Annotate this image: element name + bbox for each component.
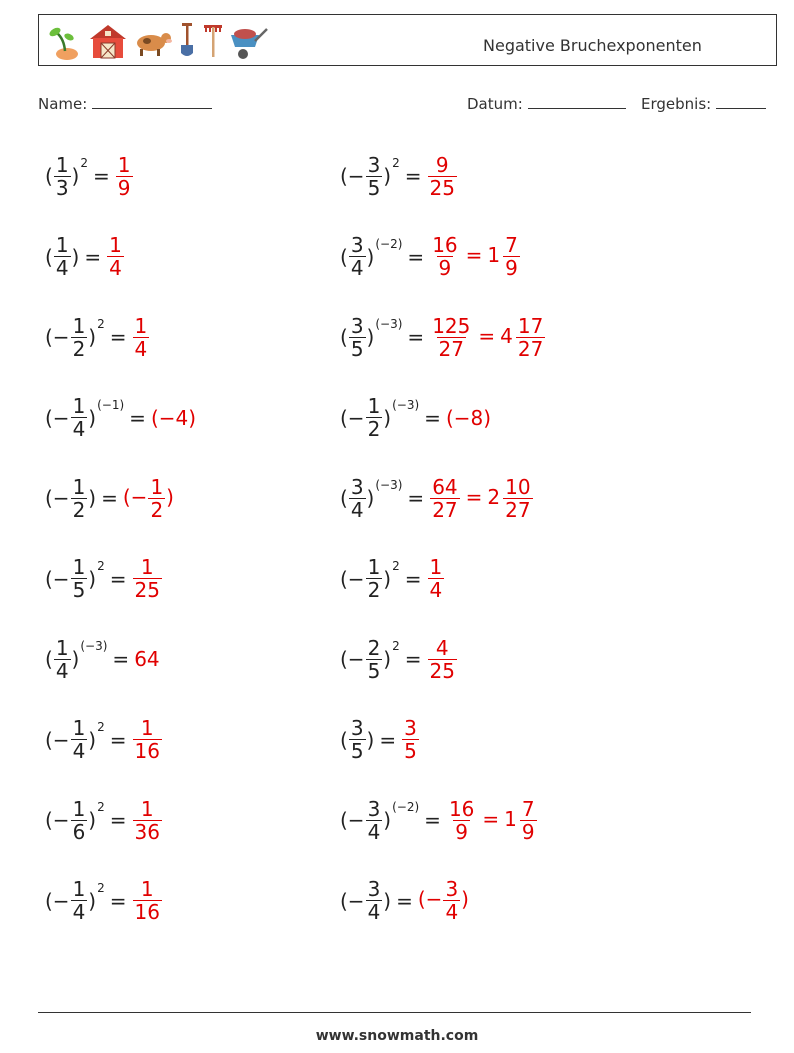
mixed-whole: 4: [500, 323, 513, 348]
footer-divider: [38, 1012, 751, 1013]
fraction-denominator: 25: [134, 578, 160, 602]
fraction: [133, 878, 162, 923]
answer: [132, 878, 163, 923]
problem-item: (− $\frac{1}{4}$ ) (−1) = (−4): [45, 394, 197, 441]
mixed-whole: 2: [487, 484, 501, 509]
fraction: [133, 556, 162, 601]
fraction-numerator: 3: [350, 474, 364, 499]
fraction: [503, 476, 532, 521]
fraction-denominator: 4: [429, 578, 443, 602]
answer: [151, 406, 196, 430]
fraction-denominator: 25: [429, 175, 455, 200]
fraction: [349, 717, 366, 762]
fraction-denominator: 27: [438, 336, 464, 361]
problem-expression: (−: [45, 727, 70, 752]
worksheet-header: [38, 14, 777, 66]
answer: [132, 556, 163, 601]
fraction-denominator: 6: [72, 819, 86, 844]
fraction: [71, 315, 88, 360]
fraction-denominator: 4: [72, 417, 86, 441]
fraction-denominator: 27: [432, 497, 458, 522]
fraction: [366, 154, 383, 199]
wheelbarrow-icon: [227, 21, 271, 61]
exponent: (−3): [375, 317, 403, 331]
problem-expression: (: [340, 244, 348, 269]
fraction-numerator: 1: [55, 233, 69, 257]
fraction-denominator: 4: [134, 336, 148, 361]
fraction-numerator: 2: [367, 635, 381, 660]
fraction-denominator: 2: [72, 497, 86, 522]
answer: (− $\frac{1}{2}$ ): [122, 474, 174, 522]
fraction-denominator: 2: [367, 578, 381, 602]
answer: [446, 406, 491, 430]
exponent: 2: [97, 800, 105, 814]
problem-expression: (−: [45, 486, 70, 510]
fraction-numerator: 1: [140, 555, 154, 579]
fraction-numerator: 1: [134, 313, 148, 338]
fraction-numerator: 1: [72, 394, 86, 418]
fraction-numerator: 1: [72, 716, 86, 740]
fraction-denominator: 4: [445, 900, 459, 924]
fraction-numerator: 1: [150, 474, 164, 499]
problem-expression: (: [340, 486, 348, 510]
fraction-numerator: 1: [72, 555, 86, 579]
problem-expression: (−: [45, 808, 70, 832]
fraction-denominator: 4: [109, 256, 122, 280]
fraction-denominator: 5: [367, 658, 381, 683]
fraction-numerator: 1: [117, 152, 131, 177]
problem-expression: (−: [45, 566, 70, 591]
fraction: [366, 395, 383, 440]
fraction: [133, 798, 162, 843]
result-blank[interactable]: [716, 94, 766, 109]
fraction: [366, 878, 383, 923]
fraction: [54, 637, 71, 682]
problem-item: ( $\frac{3}{4}$ ) (−3) = $\frac{64}{27}$ = 2 $\frac{10}{27}$: [340, 468, 534, 528]
fraction-denominator: 4: [367, 900, 381, 924]
answer-value: (−8): [445, 405, 492, 430]
fraction: [430, 315, 472, 360]
fraction-denominator: 2: [150, 497, 164, 522]
fraction: [116, 154, 133, 199]
fraction-numerator: 16: [432, 233, 458, 257]
answer: $\frac{125}{27}$ = 4 $\frac{17}{27}$: [432, 313, 544, 361]
problem-item: (− $\frac{1}{2}$ ) = (− $\frac{1}{2}$ ): [45, 474, 174, 522]
fraction-numerator: 1: [140, 796, 154, 821]
fraction-denominator: 16: [134, 739, 160, 763]
fraction-numerator: 7: [521, 796, 535, 821]
fraction: [447, 798, 476, 843]
fraction-denominator: 5: [404, 739, 417, 763]
fraction: [503, 234, 520, 279]
problem-item: (− $\frac{1}{4}$ ) 2 = $\frac{1}{16}$: [45, 871, 163, 931]
problem-item: (− $\frac{3}{4}$ ) = (− $\frac{3}{4}$ ): [340, 877, 469, 924]
fraction-denominator: 2: [367, 417, 381, 441]
cow-icon: [131, 21, 173, 61]
answer: (− $\frac{3}{4}$ ): [417, 877, 469, 924]
problem-item: (− $\frac{1}{2}$ ) 2 = $\frac{1}{4}$: [340, 549, 445, 609]
fraction-numerator: 1: [109, 233, 122, 257]
footer-url: www.snowmath.com: [315, 1028, 479, 1044]
problem-item: ( $\frac{1}{4}$ ) = $\frac{1}{4}$: [45, 227, 125, 287]
barn-icon: [87, 21, 129, 61]
exponent: 2: [97, 317, 105, 331]
exponent: (−3): [392, 397, 420, 412]
fraction: [71, 717, 88, 762]
fraction: [133, 315, 150, 360]
problem-expression: (: [340, 325, 348, 349]
problem-item: (− $\frac{3}{5}$ ) 2 = $\frac{9}{25}$: [340, 146, 458, 206]
problem-item: (− $\frac{1}{2}$ ) (−3) = (−8): [340, 394, 492, 441]
fraction: [516, 315, 545, 360]
answer: $\frac{16}{9}$ = 1 $\frac{7}{9}$: [448, 796, 535, 844]
fraction-numerator: 3: [367, 877, 381, 901]
fraction-denominator: 4: [55, 658, 69, 683]
fraction-numerator: 1: [72, 877, 86, 901]
mixed-whole: 1: [487, 243, 501, 267]
problem-item: (− $\frac{1}{4}$ ) 2 = $\frac{1}{16}$: [45, 710, 163, 770]
date-label: Datum:: [467, 95, 523, 113]
shovel-icon: [175, 21, 199, 61]
fraction: [71, 798, 88, 843]
rake-icon: [201, 21, 225, 61]
fraction: [71, 556, 88, 601]
fraction: [430, 476, 459, 521]
fraction: [71, 476, 88, 521]
fraction-numerator: 3: [367, 796, 381, 821]
fraction-numerator: 3: [404, 716, 417, 740]
problem-expression: (−: [45, 325, 70, 349]
exponent: 2: [97, 558, 105, 573]
fraction: [520, 798, 537, 843]
problem-expression: (−: [340, 566, 365, 591]
problem-item: ( $\frac{3}{5}$ ) = $\frac{3}{5}$: [340, 710, 420, 770]
exponent: 2: [392, 558, 400, 573]
fraction-denominator: 4: [350, 256, 364, 280]
fraction-numerator: 64: [432, 474, 458, 499]
problem-expression: (: [340, 727, 348, 752]
problem-expression: (: [45, 647, 53, 671]
fraction-denominator: 4: [350, 497, 364, 522]
fraction-denominator: 4: [367, 819, 381, 844]
fraction-numerator: 9: [435, 152, 449, 177]
fraction: [443, 878, 460, 923]
fraction: [71, 878, 88, 923]
result-field: [641, 94, 766, 113]
problem-expression: (−: [45, 405, 70, 430]
fraction: [366, 798, 383, 843]
fraction-denominator: 9: [455, 819, 469, 844]
answer: [115, 154, 134, 199]
fraction-denominator: 4: [72, 900, 86, 924]
exponent: 2: [97, 880, 105, 895]
fraction-numerator: 3: [350, 313, 364, 338]
fraction-denominator: 27: [505, 497, 531, 522]
fraction-numerator: 3: [350, 716, 364, 740]
header-icons: [45, 21, 271, 61]
fraction-numerator: 3: [367, 152, 381, 177]
fraction: [133, 717, 162, 762]
fraction: [71, 395, 88, 440]
date-field: [467, 94, 626, 113]
worksheet-title: Negative Bruchexponenten: [483, 36, 702, 55]
fraction-denominator: 16: [134, 900, 160, 924]
name-blank[interactable]: [92, 94, 212, 109]
problem-item: ( $\frac{3}{5}$ ) (−3) = $\frac{125}{27}$ = 4 $\frac{17}{27}$: [340, 307, 546, 367]
fraction: [428, 154, 457, 199]
fraction-denominator: 25: [429, 658, 455, 683]
exponent: 2: [392, 639, 400, 653]
answer: [401, 717, 420, 762]
fraction-denominator: 4: [72, 739, 86, 763]
fraction-denominator: 9: [505, 256, 518, 280]
fraction-denominator: 36: [134, 819, 160, 844]
seedling-icon: [45, 21, 85, 61]
problem-item: ( $\frac{1}{3}$ ) 2 = $\frac{1}{9}$: [45, 146, 134, 206]
problem-expression: (−: [340, 647, 365, 671]
problem-item: (− $\frac{3}{4}$ ) (−2) = $\frac{16}{9}$ = 1 $\frac{7}{9}$: [340, 790, 538, 850]
exponent: 2: [392, 156, 400, 170]
fraction: [148, 476, 165, 521]
fraction-denominator: 3: [55, 175, 69, 200]
answer: [134, 647, 159, 671]
problem-item: (− $\frac{1}{6}$ ) 2 = $\frac{1}{36}$: [45, 790, 163, 850]
problem-item: (− $\frac{2}{5}$ ) 2 = $\frac{4}{25}$: [340, 629, 458, 689]
fraction-denominator: 5: [350, 336, 364, 361]
fraction: [54, 234, 71, 279]
answer: [427, 637, 458, 682]
fraction-numerator: 3: [350, 233, 364, 257]
answer: [427, 154, 458, 199]
fraction: [366, 556, 383, 601]
answer: [132, 798, 163, 843]
fraction: [54, 154, 71, 199]
fraction-numerator: 7: [505, 233, 518, 257]
fraction-numerator: 17: [517, 313, 544, 338]
answer-value: (−4): [150, 405, 197, 430]
fraction: [366, 637, 383, 682]
problem-item: (− $\frac{1}{2}$ ) 2 = $\frac{1}{4}$: [45, 307, 150, 367]
fraction-numerator: 1: [72, 313, 86, 338]
exponent: (−1): [97, 397, 125, 412]
fraction-numerator: 1: [367, 555, 381, 579]
fraction-numerator: 1: [140, 716, 154, 740]
problem-item: (− $\frac{1}{5}$ ) 2 = $\frac{1}{25}$: [45, 549, 163, 609]
exponent: (−2): [375, 236, 403, 251]
answer-value: 64: [134, 647, 160, 671]
answer: $\frac{64}{27}$ = 2 $\frac{10}{27}$: [432, 474, 531, 522]
problem-expression: (−: [340, 808, 365, 832]
fraction: [349, 476, 366, 521]
fraction-denominator: 9: [117, 175, 131, 200]
name-field: [38, 94, 212, 113]
fraction: [428, 637, 457, 682]
fraction: [402, 717, 419, 762]
fraction: [428, 556, 445, 601]
fraction-denominator: 2: [72, 336, 86, 361]
problem-expression: (: [45, 244, 53, 269]
fraction: [430, 234, 459, 279]
mixed-whole: 1: [504, 806, 517, 831]
fraction-denominator: 27: [517, 336, 544, 361]
exponent: (−3): [375, 478, 403, 492]
fraction-numerator: 3: [445, 877, 459, 901]
fraction: [107, 234, 124, 279]
name-label: Name:: [38, 95, 88, 113]
date-blank[interactable]: [528, 94, 626, 109]
problem-item: ( $\frac{3}{4}$ ) (−2) = $\frac{16}{9}$ = 1 $\frac{7}{9}$: [340, 227, 521, 287]
fraction-denominator: 5: [72, 578, 86, 602]
fraction-numerator: 16: [448, 796, 475, 821]
problem-expression: (−: [340, 888, 365, 913]
fraction: [349, 315, 366, 360]
fraction-denominator: 4: [55, 256, 69, 280]
fraction-numerator: 125: [432, 313, 471, 338]
fraction-numerator: 1: [72, 796, 86, 821]
problem-expression: (−: [45, 888, 70, 913]
problem-expression: (−: [340, 164, 365, 188]
fraction-numerator: 1: [367, 394, 381, 418]
fraction-numerator: 10: [505, 474, 531, 499]
result-label: Ergebnis:: [641, 95, 712, 113]
problem-expression: (: [45, 164, 53, 188]
problem-expression: (−: [340, 405, 365, 430]
fraction-numerator: 4: [435, 635, 449, 660]
answer: $\frac{16}{9}$ = 1 $\frac{7}{9}$: [432, 233, 518, 280]
fraction-numerator: 1: [140, 877, 154, 901]
fraction-denominator: 5: [367, 175, 381, 200]
exponent: 2: [97, 719, 105, 734]
exponent: 2: [80, 156, 88, 170]
fraction-denominator: 9: [521, 819, 535, 844]
answer: [106, 234, 125, 279]
exponent: (−2): [392, 800, 420, 814]
fraction-numerator: 1: [55, 635, 69, 660]
exponent: (−3): [80, 639, 108, 653]
fraction: [349, 234, 366, 279]
answer: [132, 717, 163, 762]
fraction-numerator: 1: [429, 555, 443, 579]
fraction-denominator: 5: [350, 739, 364, 763]
fraction-denominator: 9: [438, 256, 452, 280]
answer: [427, 556, 446, 601]
fraction-numerator: 1: [55, 152, 69, 177]
answer: [132, 315, 151, 360]
fraction-numerator: 1: [72, 474, 86, 499]
problem-item: ( $\frac{1}{4}$ ) (−3) = 64: [45, 635, 160, 683]
